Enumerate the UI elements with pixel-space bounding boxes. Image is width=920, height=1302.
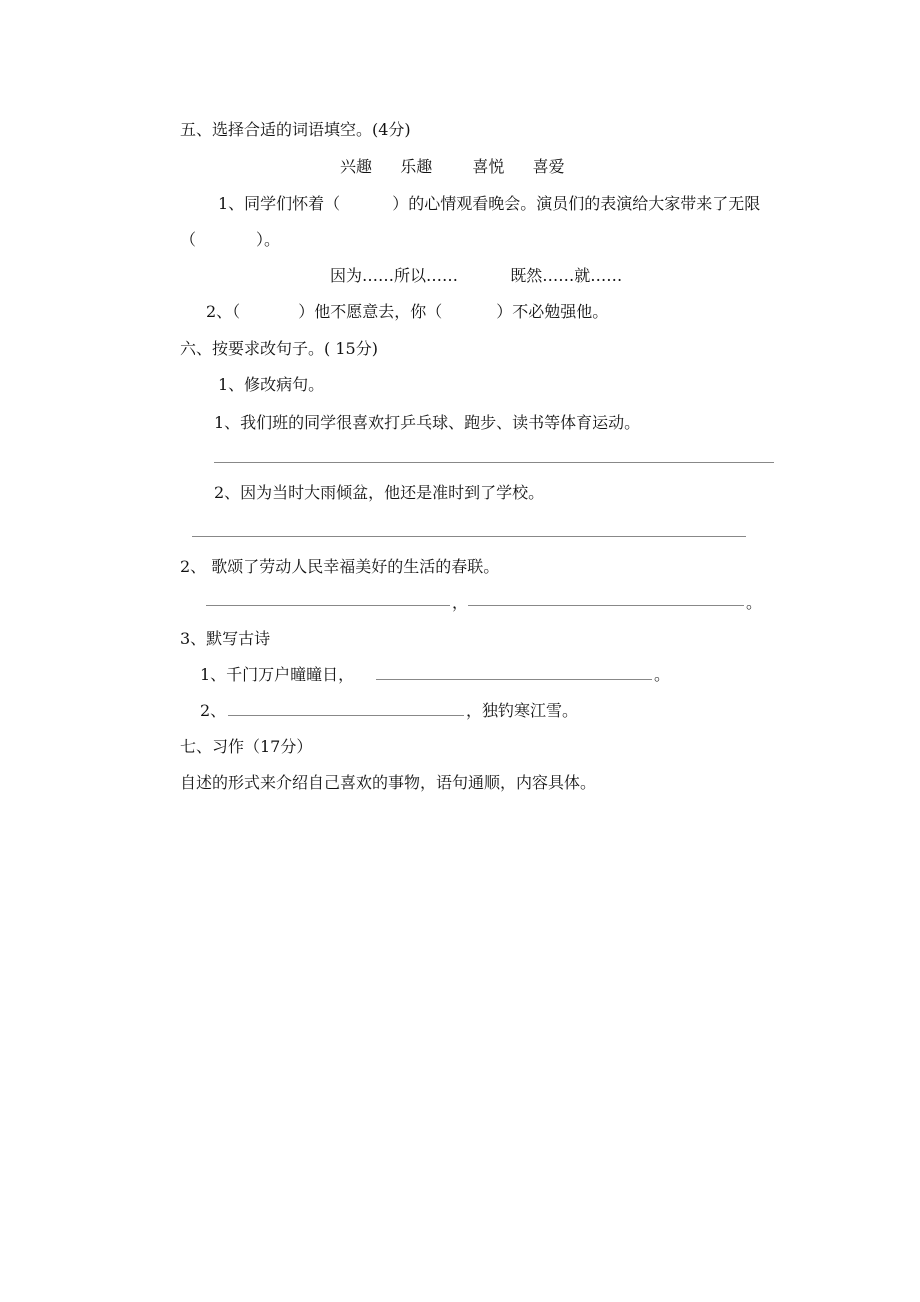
period: 。	[654, 665, 671, 684]
s6-sub3-title: 3、默写古诗	[180, 629, 271, 648]
word-bank-item: 兴趣	[340, 157, 373, 176]
word-bank-item: 因为……所以……	[330, 266, 459, 285]
s6-sub3-item2-tail: ，独钓寒江雪。	[466, 701, 579, 720]
answer-line[interactable]	[206, 605, 450, 606]
period: 。	[746, 593, 763, 612]
s6-sub1-item2: 2、因为当时大雨倾盆，他还是准时到了学校。	[214, 483, 545, 502]
s6-sub1-item1: 1、我们班的同学很喜欢打乒乓球、跑步、读书等体育运动。	[214, 413, 641, 432]
word-bank-2	[330, 266, 622, 286]
answer-line[interactable]	[214, 462, 774, 463]
s6-sub2-title: 2、 歌颂了劳动人民幸福美好的生活的春联。	[180, 557, 500, 576]
word-bank-item: 乐趣	[400, 157, 433, 176]
s6-sub3-item2-num: 2、	[200, 701, 227, 720]
answer-line[interactable]	[376, 679, 652, 680]
answer-line[interactable]	[228, 715, 464, 716]
answer-line[interactable]	[468, 605, 744, 606]
word-bank-item: 喜悦	[472, 157, 505, 176]
section-6-heading: 六、按要求改句子。( 15分)	[180, 339, 378, 358]
answer-line[interactable]	[192, 536, 746, 537]
word-bank-1	[340, 157, 565, 177]
essay-prompt: 自述的形式来介绍自己喜欢的事物，语句通顺，内容具体。	[180, 773, 597, 792]
s5-question-2: 2、（ ）他不愿意去，你（ ）不必勉强他。	[206, 302, 609, 321]
word-bank-item: 既然……就……	[510, 266, 623, 285]
s5-question-1: 1、同学们怀着（ ）的心情观看晚会。演员们的表演给大家带来了无限	[218, 194, 761, 213]
word-bank-item: 喜爱	[532, 157, 565, 176]
section-5-heading: 五、选择合适的词语填空。(4分)	[180, 120, 411, 139]
s5-question-1-line2: （ ）。	[180, 230, 281, 249]
s6-sub3-item1: 1、千门万户曈曈日，	[200, 665, 355, 684]
s6-sub1-title: 1、修改病句。	[218, 375, 325, 394]
comma: ，	[452, 593, 469, 612]
section-7-heading: 七、习作（17分）	[180, 737, 313, 756]
